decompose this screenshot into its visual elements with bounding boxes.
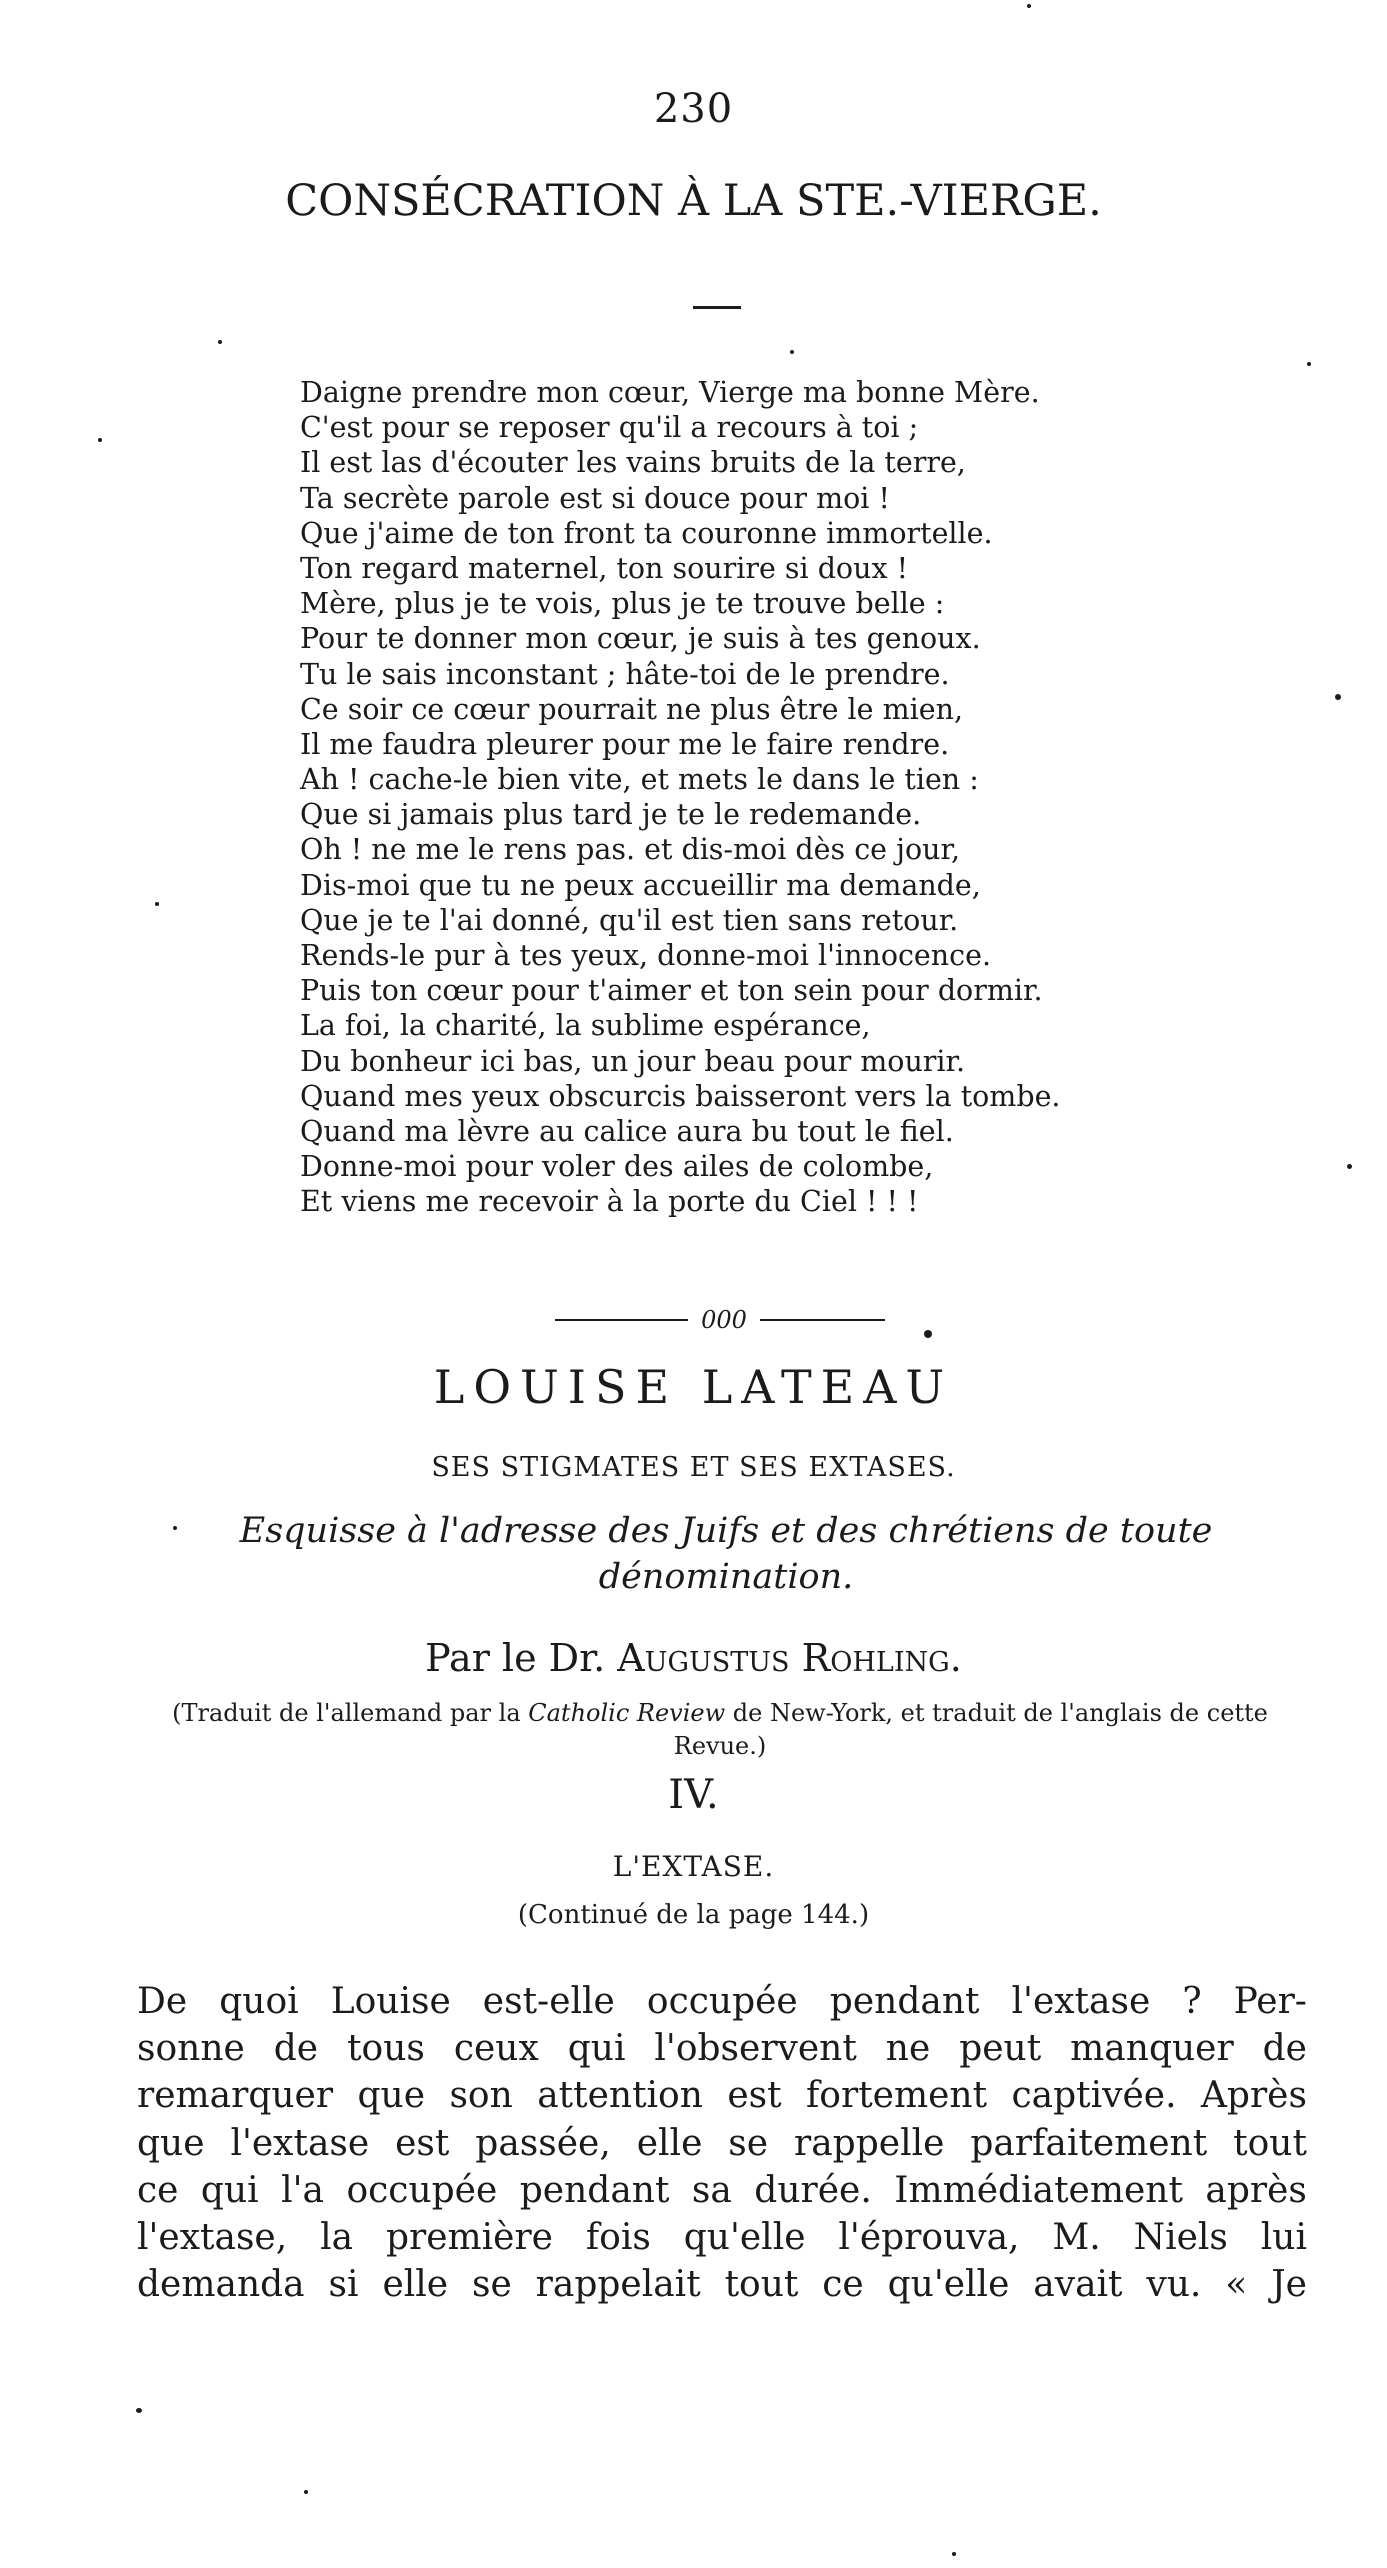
- poem-line: Donne-moi pour voler des ailes de colombe,: [300, 1150, 934, 1184]
- poem-line: Que j'aime de ton front ta couronne immortelle.: [300, 516, 993, 550]
- author-prefix: Par le Dr.: [425, 1636, 618, 1680]
- section-divider: [555, 1302, 915, 1338]
- translation-note-before: (Traduit de l'allemand par la: [172, 1699, 529, 1727]
- poem-line: Mère, plus je te vois, plus je te trouve belle :: [300, 587, 945, 621]
- poem-line: Oh ! ne me le rens pas. et dis-moi dès ce jour,: [300, 833, 961, 867]
- body-word: l'extase: [230, 2122, 370, 2164]
- poem-line: Il me faudra pleurer pour me le faire rendre.: [300, 727, 950, 761]
- body-word: qui: [200, 2169, 259, 2211]
- body-word: sa: [691, 2169, 732, 2211]
- body-word: ceux: [453, 2028, 539, 2070]
- body-word: parfaitement: [970, 2122, 1208, 2164]
- page-number: 230: [653, 86, 734, 132]
- body-word: de: [1262, 2028, 1307, 2070]
- print-speck: [136, 2408, 142, 2413]
- body-word: l'extase: [1011, 1981, 1151, 2022]
- body-word: l'éprouva,: [838, 2216, 1020, 2258]
- body-word: tout: [724, 2264, 799, 2306]
- section-heading: L'EXTASE.: [612, 1850, 775, 1883]
- translation-note-publication: Catholic Review: [528, 1699, 726, 1727]
- poem-line: Dis-moi que tu ne peux accueillir ma demande,: [300, 868, 981, 902]
- body-word: ?: [1182, 1981, 1202, 2022]
- body-word: demanda: [137, 2264, 305, 2306]
- print-speck: [155, 902, 159, 906]
- poem-line: La foi, la charité, la sublime espérance,: [300, 1009, 871, 1043]
- body-word: «: [1225, 2264, 1248, 2306]
- body-word: de: [273, 2028, 319, 2070]
- body-word: qui: [567, 2028, 626, 2070]
- body-line: [137, 2072, 1307, 2119]
- poem-line: Que si jamais plus tard je te le redemande.: [300, 798, 922, 832]
- body-line: [137, 2025, 1307, 2072]
- translation-note-after: de New-York, et traduit de l'anglais de cette Revue.): [673, 1699, 1268, 1760]
- print-speck: [1027, 4, 1031, 8]
- article-title: LOUISE LATEAU: [433, 1360, 954, 1414]
- print-speck: [218, 340, 222, 344]
- print-speck: [304, 2490, 308, 2494]
- body-word: fortement: [805, 2075, 988, 2117]
- body-word: que: [137, 2122, 205, 2164]
- body-word: attention: [537, 2075, 703, 2117]
- body-word: qu'elle: [683, 2216, 806, 2258]
- body-word: ce: [822, 2264, 864, 2306]
- body-word: Louise: [330, 1981, 451, 2022]
- body-word: tout: [1233, 2122, 1307, 2164]
- body-word: si: [328, 2264, 359, 2306]
- body-word: vu.: [1146, 2264, 1202, 2306]
- body-word: tous: [347, 2028, 425, 2070]
- poem-line: Il est las d'écouter les vains bruits de la terre,: [300, 446, 966, 480]
- body-word: l'extase,: [137, 2216, 288, 2258]
- print-speck: [1335, 694, 1341, 700]
- poem-body: [300, 375, 1180, 1220]
- body-word: Niels: [1133, 2216, 1228, 2258]
- poem-line: Ce soir ce cœur pourrait ne plus être le mien,: [300, 692, 964, 726]
- article-author: [0, 1636, 1387, 1680]
- poem-line: Tu le sais inconstant ; hâte-toi de le prendre.: [300, 657, 950, 691]
- poem-title: CONSÉCRATION À LA STE.-VIERGE.: [285, 176, 1102, 226]
- poem-line: Puis ton cœur pour t'aimer et ton sein pour dormir.: [300, 974, 1043, 1008]
- body-line: [137, 2120, 1307, 2167]
- poem-line: Et viens me recevoir à la porte du Ciel ! ! !: [300, 1185, 919, 1219]
- print-speck: [952, 2552, 956, 2556]
- poem-line: Quand mes yeux obscurcis baisseront vers la tombe.: [300, 1079, 1061, 1113]
- body-word: la: [320, 2216, 354, 2258]
- body-line: [137, 2261, 1307, 2308]
- body-word: rappelait: [535, 2264, 701, 2306]
- poem-line: Que je te l'ai donné, qu'il est tien sans retour.: [300, 903, 959, 937]
- body-word: est: [727, 2075, 782, 2117]
- body-word: elle: [636, 2122, 703, 2164]
- body-word: après: [1205, 2169, 1307, 2211]
- body-word: Après: [1200, 2075, 1307, 2117]
- body-word: occupée: [646, 1981, 798, 2022]
- body-word: ne: [885, 2028, 931, 2070]
- divider-ornament: 000: [701, 1306, 747, 1334]
- body-word: son: [449, 2075, 513, 2117]
- poem-line: Rends-le pur à tes yeux, donne-moi l'innocence.: [300, 939, 992, 972]
- body-word: peut: [959, 2028, 1042, 2070]
- print-speck: [1307, 362, 1311, 366]
- body-word: quoi: [219, 1981, 299, 2022]
- body-word: remarquer: [137, 2075, 334, 2117]
- body-word: est-elle: [482, 1981, 615, 2022]
- body-word: qu'elle: [887, 2264, 1010, 2306]
- body-word: pendant: [829, 1981, 980, 2022]
- body-word: lui: [1260, 2216, 1307, 2258]
- body-word: ce: [137, 2169, 179, 2211]
- print-speck: [790, 350, 794, 354]
- article-body: [137, 1978, 1307, 2308]
- dedication-line-1: Esquisse à l'adresse des Juifs et des chrétiens de toute: [239, 1511, 1213, 1551]
- divider-rule-right: [760, 1319, 885, 1321]
- body-word: Je: [1271, 2264, 1307, 2306]
- body-word: captivée.: [1011, 2075, 1177, 2117]
- body-word: rappelle: [794, 2122, 945, 2164]
- print-speck: [924, 1330, 932, 1338]
- body-word: sonne: [137, 2028, 245, 2070]
- body-word: M.: [1052, 2216, 1101, 2258]
- print-speck: [1347, 1164, 1352, 1169]
- body-word: pendant: [519, 2169, 670, 2211]
- dedication-line-2: dénomination.: [598, 1557, 854, 1597]
- body-word: est: [395, 2122, 450, 2164]
- body-word: elle: [382, 2264, 449, 2306]
- body-line: [137, 2167, 1307, 2214]
- body-word: manquer: [1070, 2028, 1234, 2070]
- poem-line: Daigne prendre mon cœur, Vierge ma bonne Mère.: [300, 376, 1040, 409]
- poem-line: Ah ! cache-le bien vite, et mets le dans le tien :: [300, 763, 979, 797]
- body-line: [137, 1978, 1307, 2025]
- body-word: se: [728, 2122, 769, 2164]
- body-word: se: [471, 2264, 512, 2306]
- body-word: passée,: [475, 2122, 611, 2164]
- body-line: [137, 2214, 1307, 2261]
- body-word: Immédiatement: [894, 2169, 1183, 2211]
- poem-line: Du bonheur ici bas, un jour beau pour mourir.: [300, 1044, 966, 1078]
- section-number: IV.: [668, 1772, 719, 1818]
- poem-line: Ta secrète parole est si douce pour moi !: [300, 481, 890, 515]
- body-word: avait: [1033, 2264, 1123, 2306]
- article-dedication: [140, 1508, 1312, 1600]
- print-speck: [173, 1526, 177, 1530]
- body-word: Per-: [1233, 1981, 1307, 2022]
- poem-line: Ton regard maternel, ton sourire si doux !: [300, 551, 909, 585]
- poem-line: C'est pour se reposer qu'il a recours à toi ;: [300, 411, 919, 445]
- divider-rule-left: [555, 1319, 688, 1321]
- poem-line: Quand ma lèvre au calice aura bu tout le fiel.: [300, 1114, 954, 1148]
- body-word: De: [137, 1981, 188, 2022]
- author-name: Augustus Rohling.: [617, 1636, 962, 1680]
- body-word: fois: [585, 2216, 651, 2258]
- print-speck: [98, 438, 102, 442]
- title-rule: [693, 306, 741, 309]
- continued-note: (Continué de la page 144.): [517, 1900, 870, 1930]
- body-word: première: [385, 2216, 553, 2258]
- article-subtitle: SES STIGMATES ET SES EXTASES.: [431, 1452, 956, 1483]
- body-word: l'observent: [654, 2028, 857, 2070]
- body-word: que: [357, 2075, 426, 2117]
- translation-note: [125, 1697, 1315, 1763]
- poem-line: Pour te donner mon cœur, je suis à tes genoux.: [300, 622, 981, 656]
- body-word: l'a: [281, 2169, 324, 2211]
- body-word: occupée: [346, 2169, 498, 2211]
- body-word: durée.: [754, 2169, 872, 2211]
